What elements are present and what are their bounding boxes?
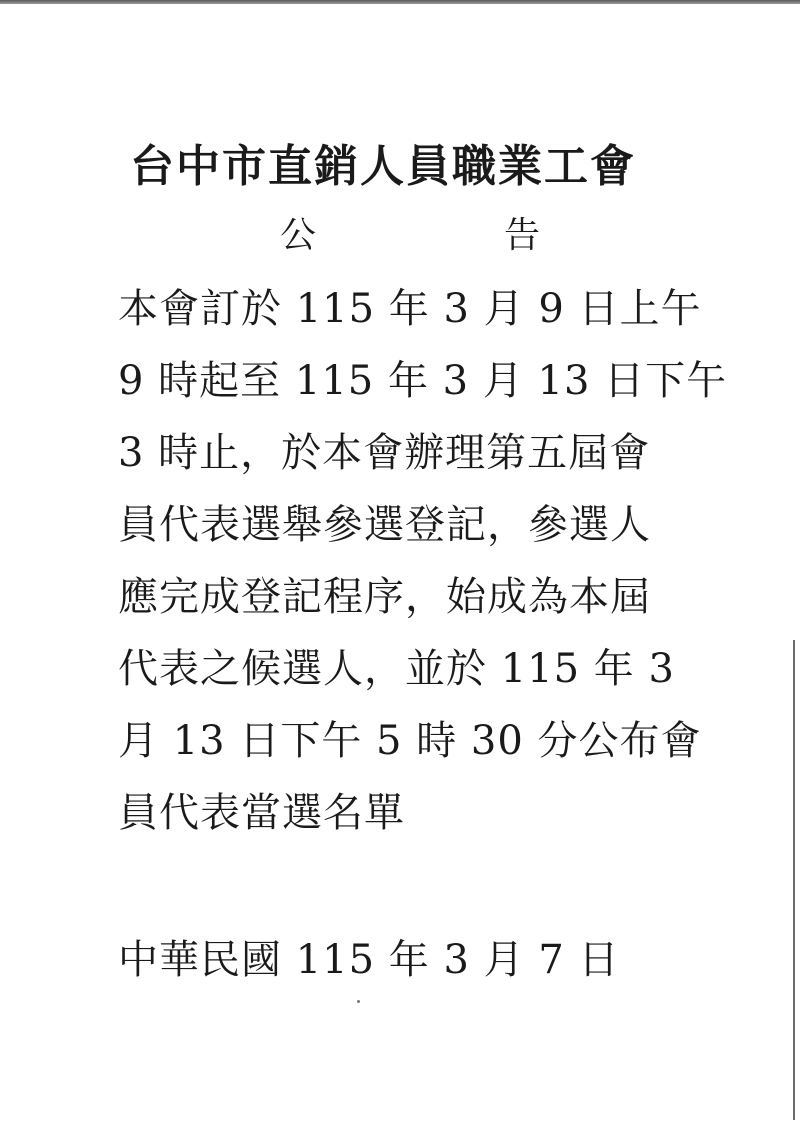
notice-heading-char-2: 告	[503, 215, 540, 256]
notice-heading-char-1: 公	[280, 215, 317, 256]
scan-speck	[357, 1000, 360, 1003]
body-line-2: 9 時起至 115 年 3 月 13 日下午	[118, 358, 728, 404]
body-line-5: 應完成登記程序，始成為本屆	[118, 574, 651, 620]
scan-top-edge	[0, 0, 800, 4]
notice-date: 中華民國 115 年 3 月 7 日	[118, 937, 620, 983]
organization-title: 台中市直銷人員職業工會	[130, 141, 636, 192]
notice-body	[118, 281, 728, 857]
body-line-3: 3 時止，於本會辦理第五屆會	[118, 430, 651, 476]
body-line-6: 代表之候選人，並於 115 年 3	[118, 646, 675, 692]
scan-side-mark	[793, 640, 795, 1120]
body-line-4: 員代表選舉參選登記，參選人	[118, 502, 651, 548]
notice-heading	[280, 212, 540, 260]
body-line-1: 本會訂於 115 年 3 月 9 日上午	[118, 286, 702, 332]
body-line-8: 員代表當選名單	[118, 790, 405, 836]
body-line-7: 月 13 日下午 5 時 30 分公布會	[118, 718, 702, 764]
